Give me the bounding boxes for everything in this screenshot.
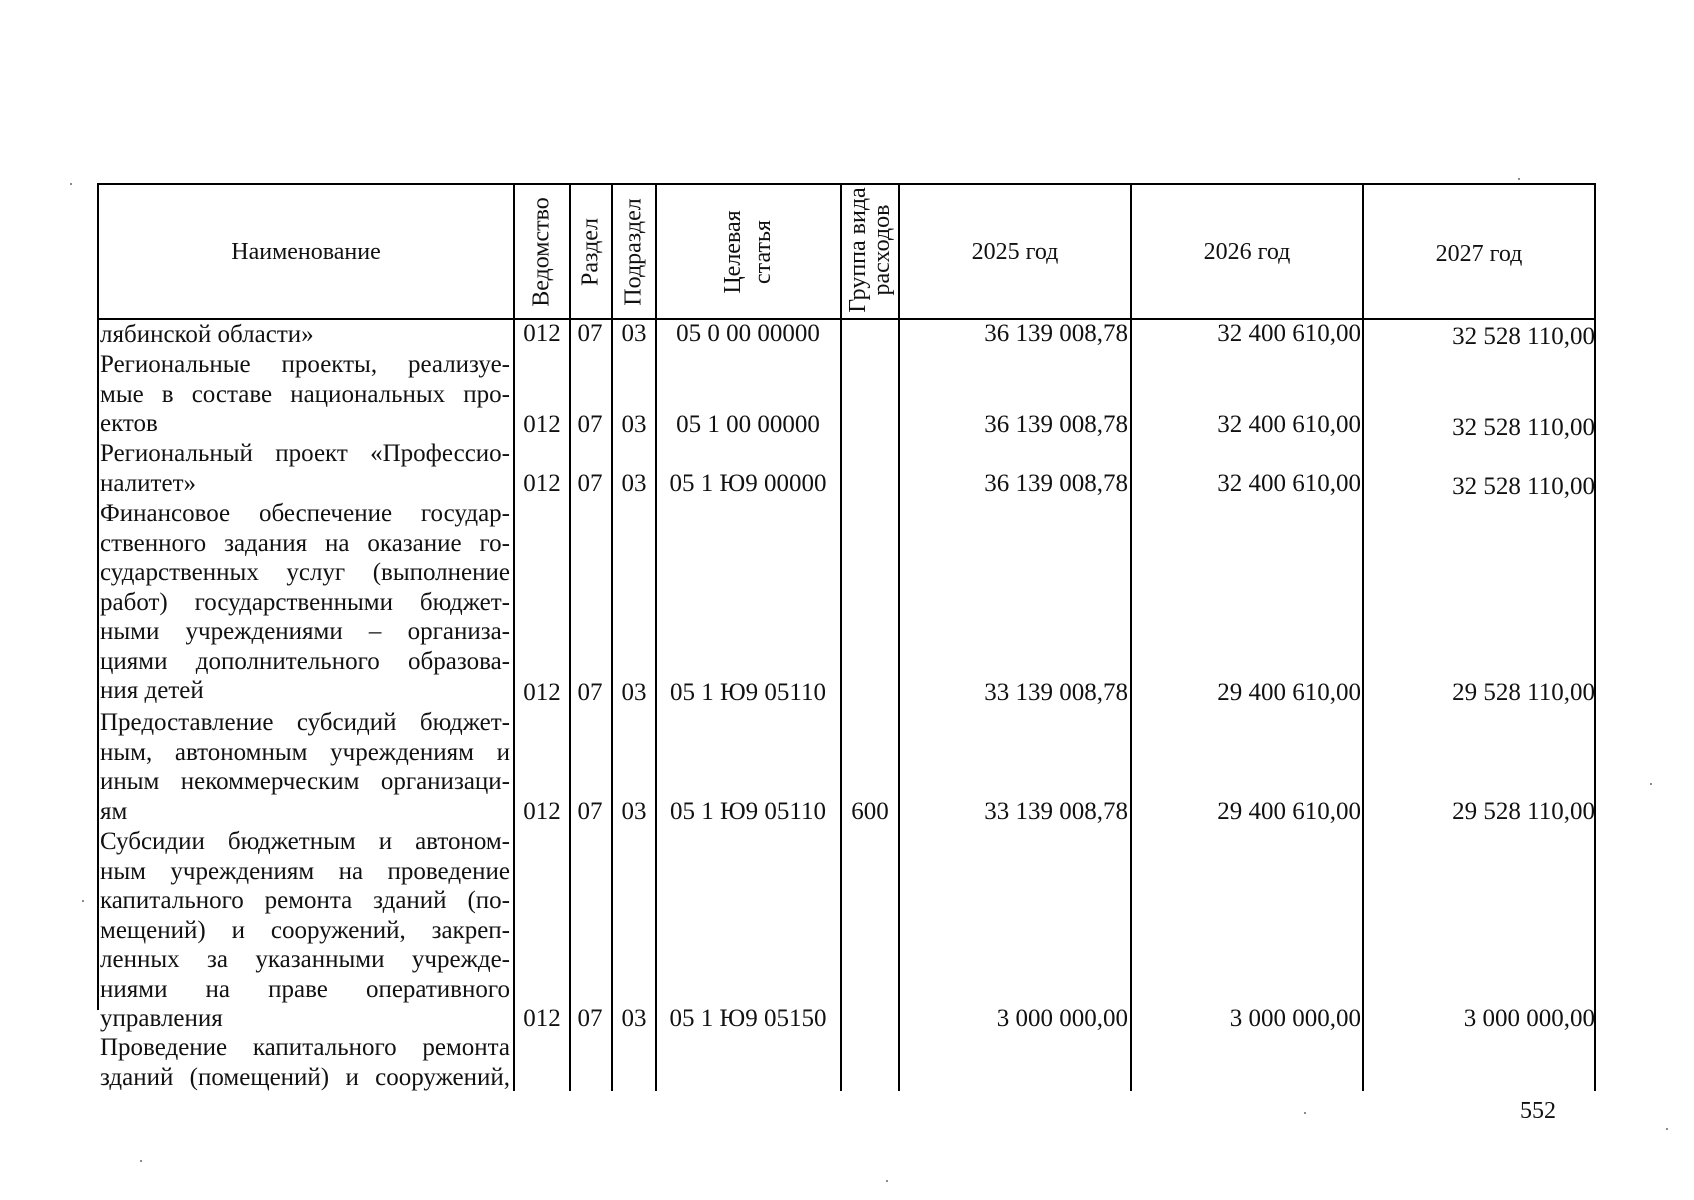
row-5-name-line-3: мещений) и сооружений, закреп-: [100, 916, 510, 944]
row-4-name-line-1: ным, автономным учреждениям и: [100, 738, 510, 766]
row-5-2026: 3 000 000,00: [1229, 1005, 1361, 1032]
header-2025: 2025 год: [971, 238, 1059, 265]
scan-speck: [886, 1180, 888, 1182]
header-2027: 2027 год: [1435, 240, 1523, 267]
table-right-border: [1594, 183, 1596, 1091]
row-2-2025: 36 139 008,78: [984, 470, 1128, 497]
row-1-podrazdel: 03: [621, 411, 647, 438]
row-5-podrazdel: 03: [621, 1005, 647, 1032]
row-2-2026: 32 400 610,00: [1217, 470, 1361, 497]
header-celevaya-line2: статья: [750, 220, 776, 284]
row-1-2027: 32 528 110,00: [1452, 414, 1595, 441]
row-3-vedomstvo: 012: [523, 679, 561, 706]
row-0-name-line-0: лябинской области»: [100, 321, 314, 348]
row-1-vedomstvo: 012: [523, 411, 561, 438]
row-1-razdel: 07: [577, 411, 603, 438]
row-6-name-line-0: Проведение капитального ремонта: [100, 1034, 510, 1061]
row-1-2026: 32 400 610,00: [1217, 411, 1361, 438]
row-3-razdel: 07: [577, 679, 603, 706]
row-3-name-line-3: работ) государственными бюджет-: [100, 588, 510, 616]
header-celevaya: [718, 210, 778, 293]
row-4-name-line-2: иным некоммерческим организаци-: [100, 768, 510, 795]
row-3-name-line-4: ными учреждениями – организа-: [100, 618, 510, 645]
scan-speck: [82, 900, 84, 902]
row-1-name: [100, 350, 510, 439]
row-5-name-line-0: Субсидии бюджетным и автоном-: [100, 828, 510, 855]
header-vedomstvo: Ведомство: [528, 197, 555, 307]
row-2-gruppa: [842, 469, 898, 499]
row-2-name-line-1: налитет»: [100, 469, 196, 497]
scan-speck: [1650, 783, 1652, 785]
page-number: 552: [1520, 1098, 1556, 1124]
row-1-name-line-0: Региональные проекты, реализуе-: [100, 351, 510, 378]
row-6-name: [100, 1033, 510, 1092]
row-4-name-line-3: ям: [100, 797, 128, 825]
row-3-name: [100, 499, 510, 706]
scan-speck: [70, 183, 72, 185]
row-5-razdel: 07: [577, 1005, 603, 1032]
col-divider-vedomstvo: [513, 183, 515, 1091]
row-4-2025: 33 139 008,78: [984, 798, 1128, 825]
col-divider-2026: [1130, 183, 1132, 1091]
row-0-celevaya: 05 0 00 00000: [676, 320, 820, 347]
row-5-name-line-6: управления: [100, 1005, 223, 1032]
row-0-vedomstvo: 012: [523, 320, 561, 347]
row-3-celevaya: 05 1 Ю9 05110: [669, 679, 827, 706]
row-4-name: [100, 708, 510, 826]
scan-speck: [1666, 1128, 1668, 1130]
header-gruppa-line1: Группа вида: [845, 187, 871, 313]
row-3-name-line-1: ственного задания на оказание го-: [100, 529, 510, 557]
row-5-gruppa: [842, 1004, 898, 1034]
row-4-2026: 29 400 610,00: [1217, 798, 1361, 825]
row-1-2025: 36 139 008,78: [984, 411, 1128, 438]
row-3-gruppa: [842, 678, 898, 708]
row-4-2027: 29 528 110,00: [1452, 798, 1595, 825]
row-1-name-line-2: ектов: [100, 410, 158, 437]
row-3-podrazdel: 03: [621, 679, 647, 706]
row-4-name-line-0: Предоставление субсидий бюджет-: [100, 709, 510, 736]
row-3-2027: 29 528 110,00: [1452, 679, 1595, 706]
row-4-vedomstvo: 012: [523, 798, 561, 825]
header-razdel: Раздел: [577, 218, 604, 286]
row-5-celevaya: 05 1 Ю9 05150: [669, 1005, 827, 1032]
row-0-2025: 36 139 008,78: [984, 320, 1128, 347]
row-0-name: [100, 320, 510, 350]
row-1-gruppa: [842, 410, 898, 440]
row-0-2026: 32 400 610,00: [1217, 320, 1361, 347]
row-3-name-line-6: ния детей: [100, 677, 204, 704]
row-6-name-line-1: зданий (помещений) и сооружений,: [100, 1063, 510, 1091]
row-3-name-line-5: циями дополнительного образова-: [100, 647, 510, 675]
row-3-name-line-0: Финансовое обеспечение государ-: [100, 500, 510, 527]
row-5-name-line-5: ниями на праве оперативного: [100, 975, 510, 1003]
row-3-2025: 33 139 008,78: [984, 679, 1128, 706]
row-0-2027: 32 528 110,00: [1452, 323, 1595, 350]
header-name: Наименование: [231, 238, 381, 265]
col-divider-2025: [898, 183, 900, 1091]
row-5-2025: 3 000 000,00: [996, 1005, 1128, 1032]
header-gruppa-line2: расходов: [869, 204, 895, 296]
row-2-name: [100, 439, 510, 498]
row-0-gruppa: [842, 319, 898, 349]
header-gruppa: [846, 187, 894, 312]
row-1-name-line-1: мые в составе национальных про-: [100, 380, 510, 408]
row-4-gruppa: 600: [851, 798, 889, 825]
row-4-razdel: 07: [577, 798, 603, 825]
row-2-podrazdel: 03: [621, 470, 647, 497]
header-2026: 2026 год: [1203, 238, 1291, 265]
row-5-name-line-4: ленных за указанными учрежде-: [100, 946, 510, 973]
row-5-name: [100, 827, 510, 1034]
row-1-celevaya: 05 1 00 00000: [676, 411, 820, 438]
row-5-2027: 3 000 000,00: [1463, 1005, 1595, 1032]
header-celevaya-line1: Целевая: [720, 210, 746, 294]
row-2-vedomstvo: 012: [523, 470, 561, 497]
row-0-podrazdel: 03: [621, 320, 647, 347]
row-2-razdel: 07: [577, 470, 603, 497]
row-4-celevaya: 05 1 Ю9 05110: [669, 798, 827, 825]
scan-speck: [140, 1160, 142, 1162]
row-5-name-line-1: ным учреждениям на проведение: [100, 857, 510, 885]
row-2-celevaya: 05 1 Ю9 00000: [669, 470, 827, 497]
row-2-name-line-0: Региональный проект «Профессио-: [100, 440, 510, 467]
row-0-razdel: 07: [577, 320, 603, 347]
row-3-name-line-2: сударственных услуг (выполнение: [100, 559, 510, 586]
header-podrazdel: Подраздел: [620, 198, 647, 306]
scan-speck: [1304, 1112, 1306, 1114]
row-5-name-line-2: капитального ремонта зданий (по-: [100, 887, 510, 914]
row-4-podrazdel: 03: [621, 798, 647, 825]
row-2-2027: 32 528 110,00: [1452, 473, 1595, 500]
scan-speck: [1518, 178, 1520, 180]
row-3-2026: 29 400 610,00: [1217, 679, 1361, 706]
row-5-vedomstvo: 012: [523, 1005, 561, 1032]
